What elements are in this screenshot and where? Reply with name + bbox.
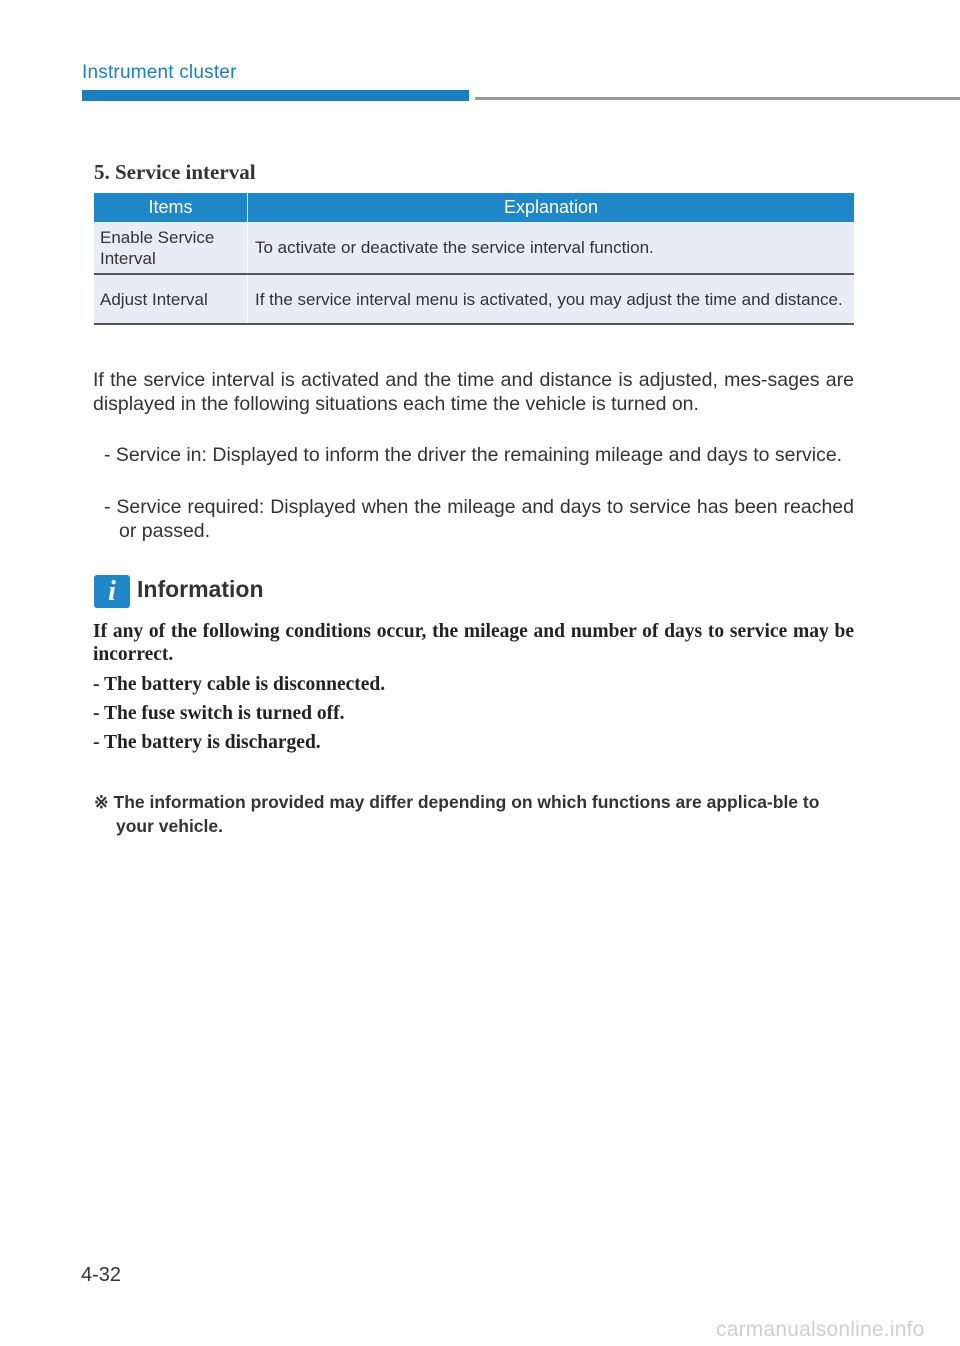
bullet-service-in: - Service in: Displayed to inform the driver the remaining mileage and days to service.: [104, 444, 843, 466]
table-header-row: [94, 193, 854, 222]
table-row: [94, 274, 854, 324]
information-icon: i: [94, 575, 130, 608]
condition-item: - The fuse switch is turned off.: [93, 703, 345, 724]
body-paragraph: If the service interval is activated and the time and distance is adjusted, mes-sages are displayed in the following situations each time the vehicle is turned on.: [93, 369, 854, 415]
header-rule: [475, 97, 960, 100]
column-header-explanation: Explanation: [248, 193, 855, 222]
vehicle-note: ※ The information provided may differ depending on which functions are applica-ble to your vehicle.: [94, 792, 820, 836]
watermark: carmanualsonline.info: [716, 1318, 925, 1341]
service-interval-table: [94, 193, 854, 325]
table-cell-item: Adjust Interval: [94, 274, 248, 324]
chapter-title: Instrument cluster: [82, 62, 237, 83]
table-row: [94, 222, 854, 274]
table-cell-explanation: To activate or deactivate the service interval function.: [248, 222, 855, 274]
bullet-service-required: - Service required: Displayed when the mileage and days to service has been reached or passed.: [104, 496, 854, 542]
column-header-items: Items: [94, 193, 248, 222]
information-text: If any of the following conditions occur, the mileage and number of days to service may be incorrect.: [93, 621, 854, 665]
condition-item: - The battery is discharged.: [93, 732, 321, 753]
header-accent-bar: [82, 90, 469, 101]
page-number: 4-32: [81, 1264, 122, 1286]
table-cell-explanation: If the service interval menu is activated, you may adjust the time and distance.: [248, 274, 855, 324]
table-cell-item: Enable Service Interval: [94, 222, 248, 274]
condition-item: - The battery cable is disconnected.: [93, 674, 386, 695]
information-title: Information: [137, 576, 264, 602]
section-title: 5. Service interval: [94, 160, 256, 184]
